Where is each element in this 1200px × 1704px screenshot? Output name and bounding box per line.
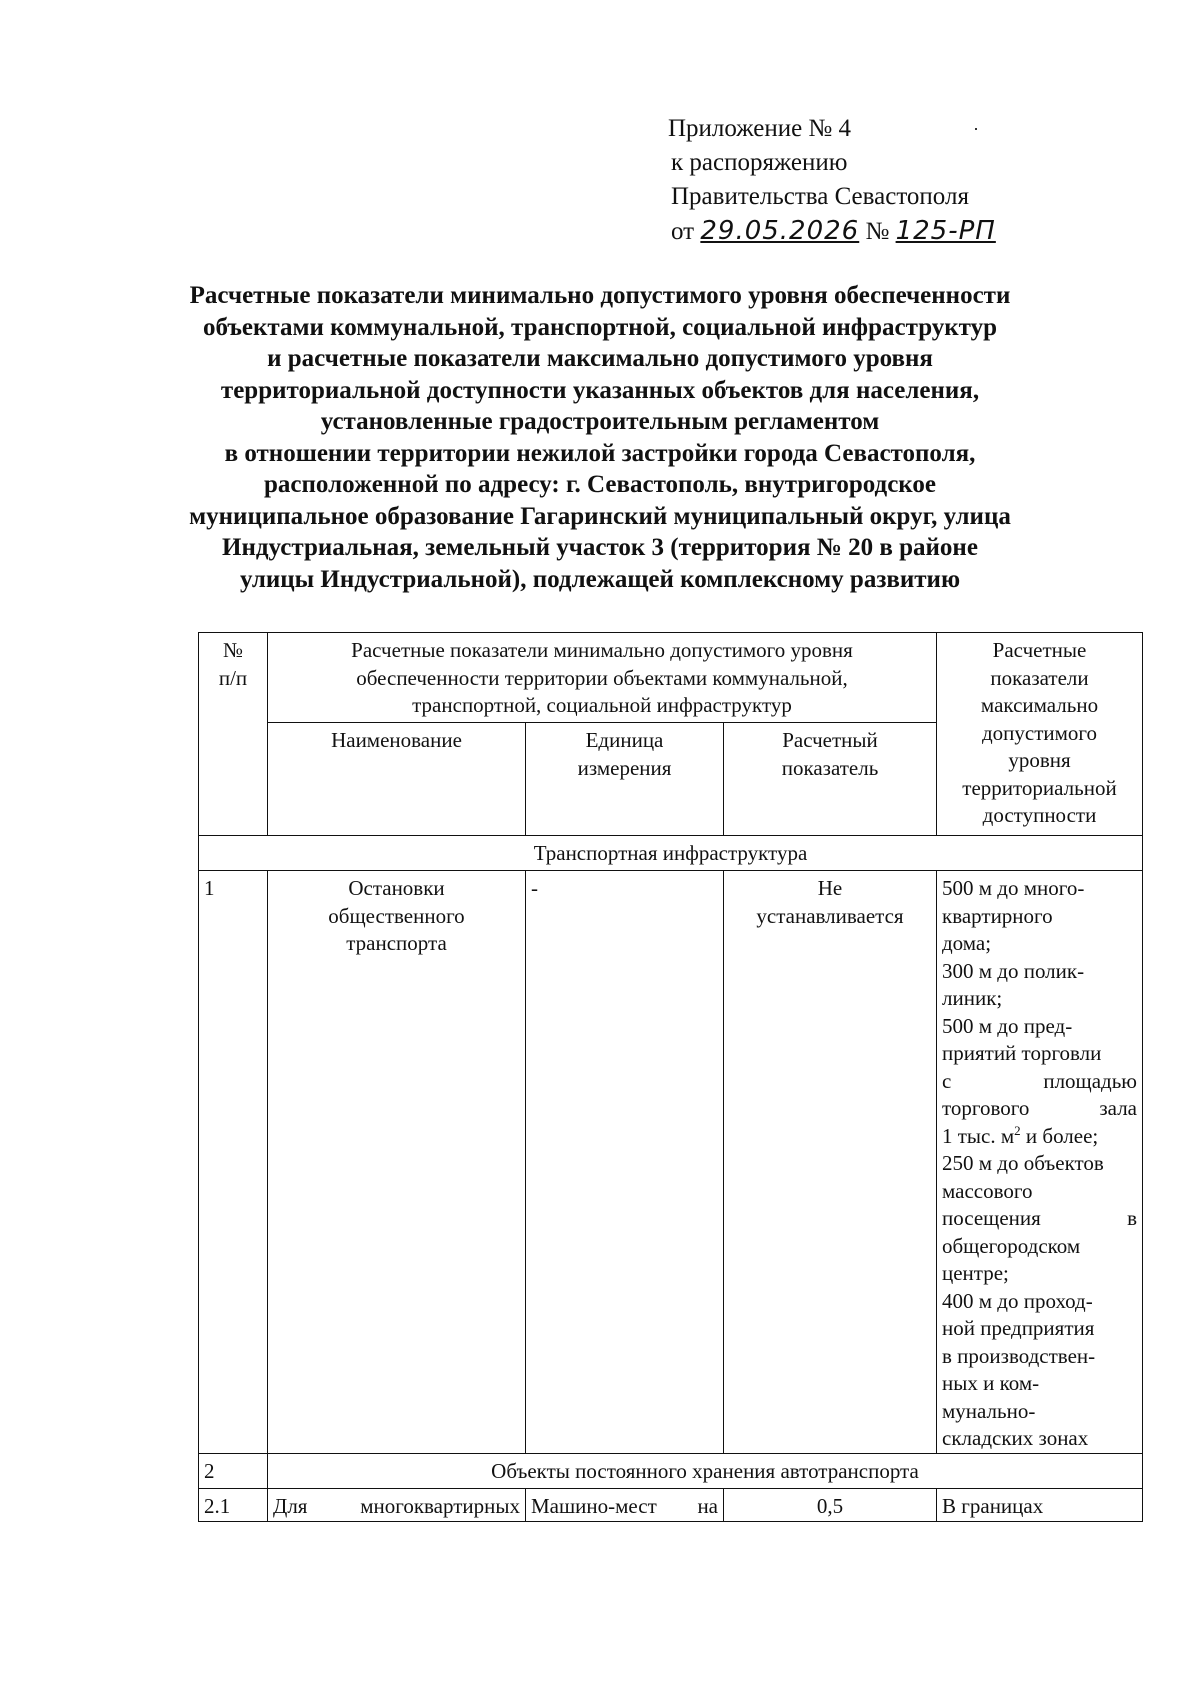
title-line: установленные градостроительным регламентом [320,408,880,435]
appendix-header [668,112,996,249]
appendix-date-number [671,214,996,249]
title-line: улицы Индустриальной), подлежащей комплексному развитию [239,565,961,593]
title-line: Индустриальная, земельный участок 3 (территория № 20 в районе [222,534,978,561]
header-num: № п/п [199,633,268,836]
row21-access: В границах [937,1488,1143,1521]
title-line: в отношении территории нежилой застройки города Севастополя, [224,439,976,467]
title-line: территориальной доступности указанных объектов для населения, [220,376,980,404]
title-line: и расчетные показатели максимально допустимого уровня [267,345,933,372]
row21-value: 0,5 [724,1488,937,1521]
row21-num: 2.1 [199,1488,268,1521]
scan-speck [975,128,977,130]
appendix-title: Приложение № 4 [668,115,852,142]
document-title [150,280,1050,595]
number-handwritten: 125-РП [895,216,996,246]
row1-value: Не устанавливается [724,871,937,1454]
row21-unit: Машино-мест на [526,1488,724,1521]
row2-title: Объекты постоянного хранения автотранспорта [268,1453,1143,1488]
header-unit: Единица измерения [526,723,724,836]
title-line: объектами коммунальной, транспортной, социальной инфраструктур [202,313,998,341]
row1-name: Остановки общественного транспорта [268,871,526,1454]
row1-num: 1 [199,871,268,1454]
header-access: Расчетные показатели максимально допустимого уровня территориальной доступности [937,633,1143,836]
row2-num: 2 [199,1453,268,1488]
title-line: Расчетные показатели минимально допустимого уровня обеспеченности [189,282,1011,309]
date-handwritten: 29.05.2026 [700,216,860,246]
row1-access: 500 м до много- квартирного дома; 300 м до полик- линик; 500 м до пред- приятий торговли с площадью торгового зала 1 тыс. $м^2$ и более; 250 м до объектов массового посещения в общегородском центре; 400 м до проход- ной предприятия в производствен- ных и ком- мунально- складских зонах [937,871,1143,1454]
title-line: муниципальное образование Гагаринский муниципальный округ, улица [189,502,1011,530]
indicators-table [198,632,1143,1522]
row21-name: Для многоквартирных [268,1488,526,1521]
title-line: расположенной по адресу: г. Севастополь, внутригородское [264,471,936,498]
header-value: Расчетный показатель [724,723,937,836]
number-prefix: № [865,218,890,245]
date-prefix: от [671,218,695,245]
section-transport: Транспортная инфраструктура [199,836,1143,871]
appendix-line-order: к распоряжению [671,149,848,176]
row1-unit: - [526,871,724,1454]
header-group: Расчетные показатели минимально допустимого уровня обеспеченности территории объектами коммунальной, транспортной, социальной инфраструктур [268,633,937,723]
appendix-line-government: Правительства Севастополя [671,183,969,210]
header-name: Наименование [268,723,526,836]
